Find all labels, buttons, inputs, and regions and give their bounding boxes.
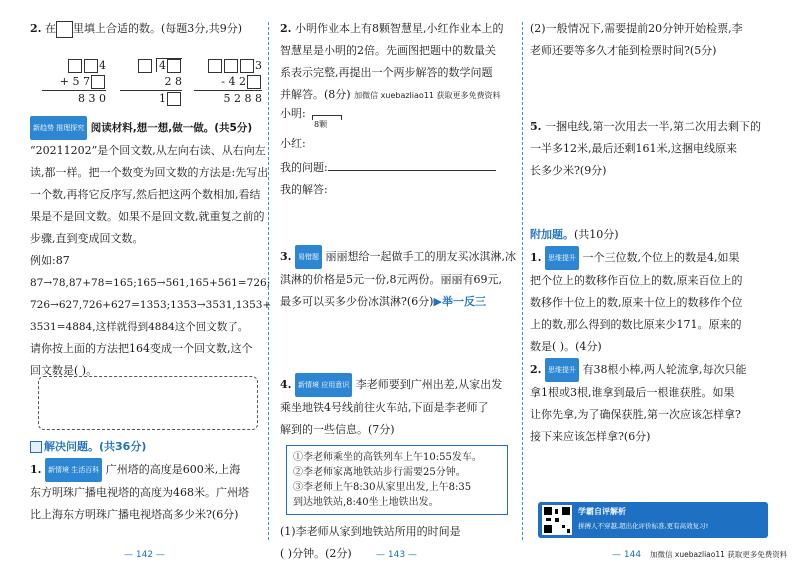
digit-box[interactable] <box>167 59 181 73</box>
page-number-142: — 142 — <box>124 550 165 560</box>
page-number-144: — 144 <box>612 550 642 560</box>
digit-box[interactable] <box>68 59 82 73</box>
answer-box-example <box>56 21 73 38</box>
page-number-143: — 143 — <box>376 550 417 560</box>
vertical-calc-3: 3 - 4 2 5 2 8 8 <box>194 58 262 118</box>
digit-box[interactable] <box>224 59 238 73</box>
footer-watermark: 加微信 xuebazliao11 获取更多免费资料 <box>650 550 788 559</box>
digit-box[interactable] <box>208 59 222 73</box>
digit-box[interactable] <box>167 92 181 106</box>
related-practice-link[interactable]: ▶举一反三 <box>433 295 486 308</box>
question-blank[interactable] <box>328 170 496 171</box>
bar-diagram: 小明: 8颗 小红: <box>280 107 516 157</box>
answer-work-area[interactable] <box>38 376 258 430</box>
section-tag: 新趋势 推理探究 <box>30 116 87 140</box>
column-3: (2)一般情况下,需要提前20分钟开始检票,李 老师还要等多久才能到检票时间?(5分) 5. 一捆电线,第一次用去一半,第二次用去剩下的 一半多12米,最后还剩161米,这捆电线原来 长多少米?(9分) 附加题。(共10分) 1. 思维提升 一个三位数,个位上的数是4,如果 把个位上的数移作百位上的数,原来百位上的 数移作十位上的数,原来十位上的数移作个位 上的数,那么得到的数比原来少171。原来的 数是( )。(4分) 2. 思维提升 有38根小棒,两人轮流拿,每次只能 拿1根或3根,谁拿到最后一根谁获胜。如果 让你先拿,为了确保获胜,第一次应该怎样拿? 接下来应该怎样拿?(6分) 学霸自评解析 拼搏人不穿越,超出化评价标准,更有高效复习! <box>530 18 776 538</box>
info-box: ①李老师乘坐的高铁列车上午10:55发车。 ②李老师家离地铁站步行需要25分钟。 ③李老师上午8:30从家里出发,上午8:35 到达地铁站,8:40坐上地铁出发。 <box>286 445 508 515</box>
digit-box[interactable] <box>84 59 98 73</box>
column-1 <box>30 18 272 538</box>
digit-box[interactable] <box>247 75 261 89</box>
vertical-calc-1: 4 + 5 7 8 3 0 <box>42 58 106 118</box>
solve-section: 解决问题。(共36分) 1. 新情境 生活百科 广州塔的高度是600米,上海 东方明珠广播电视塔的高度为468米。广州塔 比上海东方明珠广播电视塔高多少米?(6分) <box>30 440 249 521</box>
vertical-calc-2: 4 2 8 1 <box>120 58 182 118</box>
book-icon <box>30 441 42 453</box>
column-2: 2. 小明作业本上有8颗智慧星,小红作业本上的 智慧星是小明的2倍。先画图把题中的数量关 系表示完整,再提出一个两步解答的数学问题 并解答。(8分) 加微信 xuebazliao11 获取更多免费资料 小明: 8颗 小红: 我的问题: 我的解答: 3. 易错题 丽丽想给一起做手工的朋友买冰淇淋,冰 淇淋的价格是5元一份,8元两份。丽丽有69元, 最多可以买多少份冰淇淋?(6分)▶举一反三 4. 新情境 应用意识 李老师要到广州出差,从家出发 乘坐地铁4号线前往火车站,下面是李老师了 解到的一些信息。(7分) ①李老师乘坐的高铁列车上午10:55发车。 ②李老师家离地铁站步行需要25分钟。 ③李老师上午8:30从家里出发,上午8:35 到达地铁站,8:40坐上地铁出发。 (1)李老师从家到地铁站所用的时间是 ( )分钟。(2分) <box>280 22 516 560</box>
digit-box[interactable] <box>240 59 254 73</box>
reading-section: 新趋势 推理探究 阅读材料,想一想,做一做。(共5分) “20211202”是个回文数,从左向右读、从右向左 读,都一样。把一个数变为回文数的方法是:先写出 一个数,再将它反序写,然后把这两个数相加,看结 果是不是回文数。如果不是回文数,就重复之前的 步骤,直到变成回文数。 例如:87 87→78,87+78=165;165→561,165+561=726; 726→627,726+627=1353;1353→3531,1353+ 3531=4884,这样就得到4884这个回文数了。 请你按上面的方法把164变成一个回文数,这个 回文数是( )。 <box>30 116 266 382</box>
digit-box[interactable] <box>91 75 105 89</box>
column-divider-2 <box>522 22 523 540</box>
watermark: 加微信 xuebazliao11 获取更多免费资料 <box>354 91 501 100</box>
qr-code-icon <box>542 505 572 535</box>
q2-header: 2. 在 里填上合适的数。(每题3分,共9分) <box>30 18 262 40</box>
qr-banner[interactable]: 学霸自评解析 拼搏人不穿越,超出化评价标准,更有高效复习! <box>538 502 768 538</box>
digit-box[interactable] <box>138 59 152 73</box>
